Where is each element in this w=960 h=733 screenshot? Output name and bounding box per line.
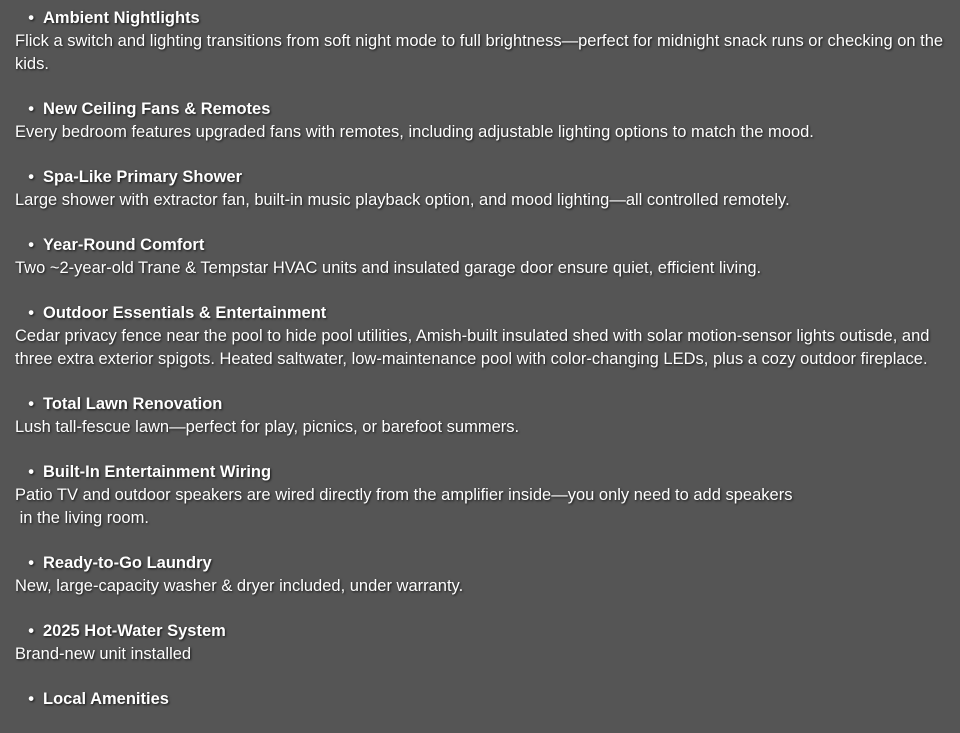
bullet-icon: • [28,622,34,640]
bullet-icon: • [28,236,34,254]
feature-title-text: Total Lawn Renovation [43,395,223,413]
feature-item [15,688,950,711]
bullet-icon: • [28,554,34,572]
feature-title-text: Year-Round Comfort [43,236,205,254]
bullet-icon: • [28,9,34,27]
feature-title [15,166,950,189]
feature-title-text: Ready-to-Go Laundry [43,554,212,572]
feature-title-text: Outdoor Essentials & Entertainment [43,304,327,322]
feature-item [15,552,950,598]
bullet-icon: • [28,168,34,186]
feature-description: Large shower with extractor fan, built-in music playback option, and mood lighting—all controlled remotely. [15,191,790,209]
feature-item [15,7,950,76]
feature-item [15,234,950,280]
feature-description: Flick a switch and lighting transitions from soft night mode to full brightness—perfect for midnight snack runs or checking on the kids. [15,32,948,73]
feature-item [15,166,950,212]
feature-title [15,234,950,257]
feature-title [15,688,950,711]
bullet-icon: • [28,395,34,413]
feature-title-text: Spa-Like Primary Shower [43,168,242,186]
feature-title-text: Ambient Nightlights [43,9,200,27]
feature-title [15,302,950,325]
bullet-icon: • [28,463,34,481]
feature-description: Brand-new unit installed [15,645,192,663]
feature-description: Patio TV and outdoor speakers are wired directly from the amplifier inside—you only need to add speakers in the living room. [15,486,793,527]
bullet-icon: • [28,100,34,118]
feature-description: New, large-capacity washer & dryer included, under warranty. [15,577,464,595]
bullet-icon: • [28,304,34,322]
feature-item [15,98,950,144]
feature-list [15,7,950,733]
feature-title-text: Built-In Entertainment Wiring [43,463,272,481]
feature-description: Lush tall-fescue lawn—perfect for play, picnics, or barefoot summers. [15,418,520,436]
feature-item [15,620,950,666]
feature-title-text: Local Amenities [43,690,169,708]
bullet-icon: • [28,690,34,708]
feature-description: Cedar privacy fence near the pool to hide pool utilities, Amish-built insulated shed with solar motion-sensor lights outisde, and three extra exterior spigots. Heated saltwater, low-maintenance pool with color-changing LEDs, plus a cozy outdoor fireplace. [15,327,935,368]
feature-title [15,552,950,575]
feature-title [15,7,950,30]
feature-title [15,98,950,121]
feature-description: Every bedroom features upgraded fans with remotes, including adjustable lighting options to match the mood. [15,123,814,141]
feature-title [15,393,950,416]
feature-title [15,461,950,484]
feature-item [15,461,950,530]
feature-title-text: 2025 Hot-Water System [43,622,226,640]
feature-item [15,393,950,439]
feature-description: Two ~2-year-old Trane & Tempstar HVAC units and insulated garage door ensure quiet, efficient living. [15,259,762,277]
feature-item [15,302,950,371]
feature-title [15,620,950,643]
feature-title-text: New Ceiling Fans & Remotes [43,100,271,118]
